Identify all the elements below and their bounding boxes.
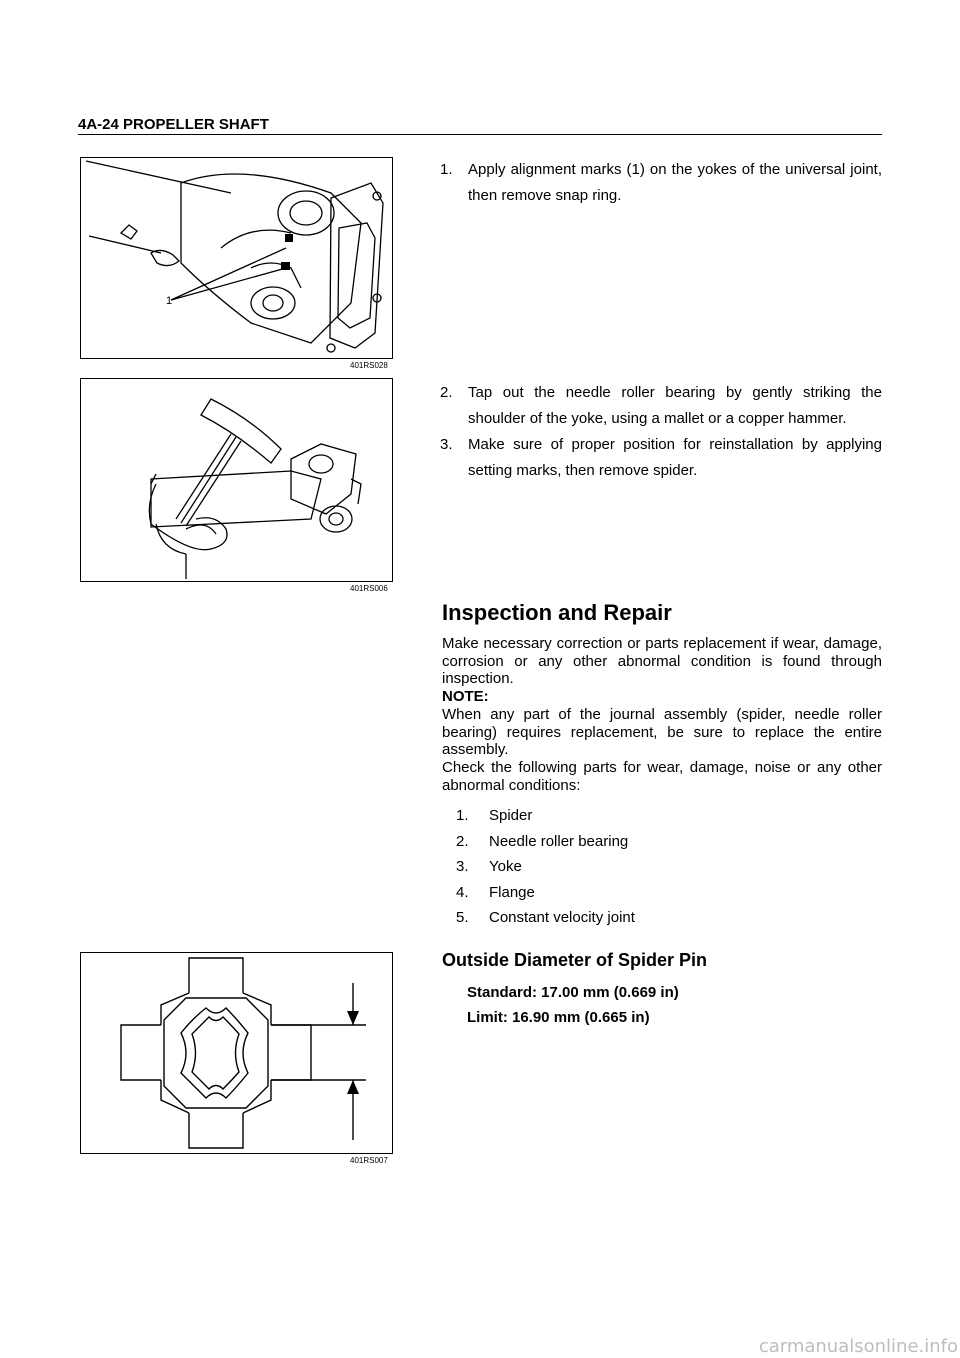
figure-mallet-strike: [80, 378, 393, 582]
list-item: 2. Needle roller bearing: [456, 832, 629, 850]
steps-group-a: [440, 157, 882, 209]
step-number: 1.: [440, 161, 453, 178]
universal-joint-illustration: [81, 158, 392, 358]
mallet-illustration: [81, 379, 392, 581]
figure-code: 401RS006: [350, 584, 388, 593]
inspection-intro: Make necessary correction or parts replacement if wear, damage, corrosion or any other abnormal condition is found through inspection.: [442, 635, 882, 687]
check-text: Check the following parts for wear, damage, noise or any other abnormal conditions:: [442, 759, 882, 794]
section-title-inspection: Inspection and Repair: [442, 600, 672, 625]
section-title-spider-pin: Outside Diameter of Spider Pin: [442, 950, 708, 970]
list-item: 1. Spider: [456, 807, 533, 824]
note-text: When any part of the journal assembly (spider, needle roller bearing) requires replacement, be sure to replace the entire assembly.: [442, 706, 882, 758]
watermark: carmanualsonline.info: [758, 1336, 958, 1357]
step-number: 3.: [440, 436, 453, 453]
step-text: Make sure of proper position for reinstallation by applying setting marks, then remove spider.: [468, 436, 882, 479]
step-text: Apply alignment marks (1) on the yokes of the universal joint, then remove snap ring.: [468, 161, 882, 204]
list-item: 4. Flange: [456, 883, 535, 901]
figure-alignment-marks: [80, 157, 393, 359]
spec-standard: Standard: 17.00 mm (0.669 in): [467, 984, 679, 1001]
spec-limit: Limit: 16.90 mm (0.665 in): [467, 1009, 650, 1026]
figure-code: 401RS028: [350, 361, 388, 370]
list-item: 3. Yoke: [456, 858, 522, 875]
step-item: [440, 380, 882, 432]
page-title: 4A-24 PROPELLER SHAFT: [78, 116, 269, 133]
step-text: Tap out the needle roller bearing by gently striking the shoulder of the yoke, using a mallet or a copper hammer.: [468, 384, 882, 427]
spider-illustration: [81, 953, 392, 1153]
step-number: 2.: [440, 384, 453, 401]
list-item: 5. Constant velocity joint: [456, 909, 635, 926]
figure-spider-pin: [80, 952, 393, 1154]
header-rule: [78, 134, 882, 135]
steps-group-b: [440, 380, 882, 484]
callout-label: 1: [166, 295, 173, 307]
step-item: [440, 157, 882, 209]
parts-list: [456, 803, 635, 931]
figure-code: 401RS007: [350, 1156, 388, 1165]
note-label: NOTE:: [442, 688, 489, 705]
step-item: [440, 432, 882, 484]
